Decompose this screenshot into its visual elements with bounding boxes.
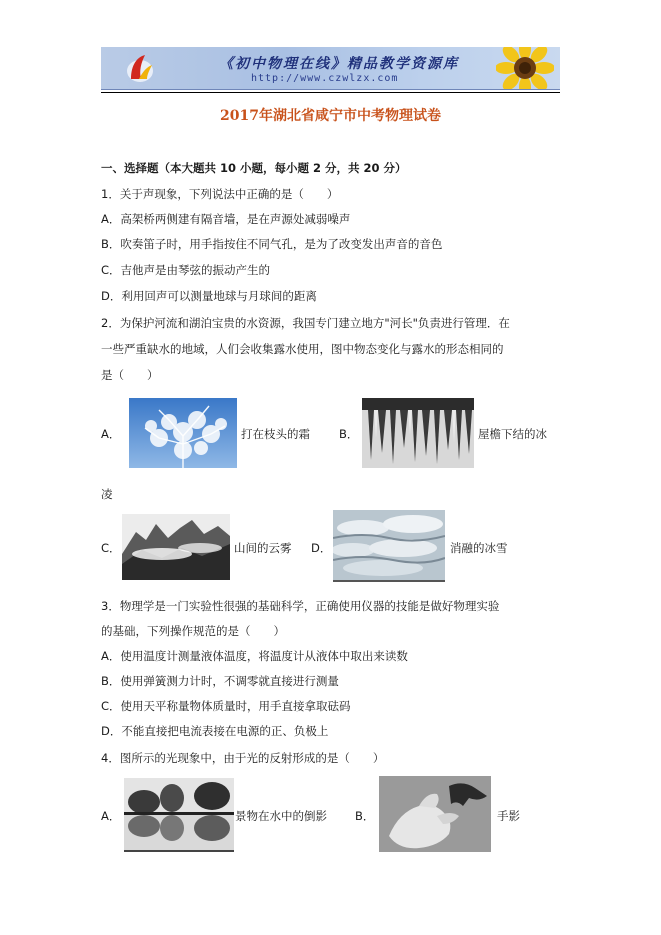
- q2-stem-line1: 2．为保护河流和湖泊宝贵的水资源，我国专门建立地方"河长"负责进行管理．在: [101, 316, 510, 330]
- reflection-image: [124, 778, 234, 852]
- q2-stem-line3: 是（ ）: [101, 368, 159, 382]
- page-title: 2017年湖北省咸宁市中考物理试卷: [220, 108, 441, 124]
- q2-option-a-label: A．: [101, 427, 121, 441]
- logo-icon: [125, 51, 155, 85]
- header-url: http://www.czwlzx.com: [251, 73, 399, 84]
- q2-option-b-text: 屋檐下结的冰: [478, 427, 547, 441]
- section-heading: 一、选择题（本大题共 10 小题，每小题 2 分，共 20 分）: [101, 161, 407, 175]
- icicles-image: [362, 398, 474, 468]
- q3-option-a: A．使用温度计测量液体温度，将温度计从液体中取出来读数: [101, 649, 408, 663]
- q3-stem-line1: 3．物理学是一门实验性很强的基础科学，正确使用仪器的技能是做好物理实验: [101, 599, 500, 613]
- q2-option-d-text: 消融的冰雪: [450, 541, 508, 555]
- q2-option-b-label: B．: [339, 427, 359, 441]
- q1-option-a: A．高架桥两侧建有隔音墙，是在声源处减弱噪声: [101, 212, 351, 226]
- q1-stem: 1．关于声现象，下列说法中正确的是（ ）: [101, 187, 339, 201]
- q3-option-d: D．不能直接把电流表接在电源的正、负极上: [101, 724, 329, 738]
- header-rule: [101, 92, 560, 93]
- header-banner: [101, 47, 560, 90]
- q1-option-b: B．吹奏笛子时，用手指按住不同气孔，是为了改变发出声音的音色: [101, 237, 443, 251]
- q2-stem-line2: 一些严重缺水的地域，人们会收集露水使用，图中物态变化与露水的形态相同的: [101, 342, 504, 356]
- q3-option-b: B．使用弹簧测力计时，不调零就直接进行测量: [101, 674, 339, 688]
- frost-image: [129, 398, 237, 468]
- q4-option-b-text: 手影: [497, 809, 520, 823]
- q1-option-d: D．利用回声可以测量地球与月球间的距离: [101, 289, 317, 303]
- q2-option-a-text: 打在枝头的霜: [241, 427, 310, 441]
- q4-option-a-label: A．: [101, 809, 121, 823]
- q4-option-a-text: 景物在水中的倒影: [235, 809, 327, 823]
- q4-stem: 4．图所示的光现象中，由于光的反射形成的是（ ）: [101, 751, 385, 765]
- q3-stem-line2: 的基础，下列操作规范的是（ ）: [101, 624, 285, 638]
- q2-option-b-text-cont: 凌: [101, 487, 113, 501]
- sunflower-icon: [496, 47, 554, 90]
- q2-option-c-label: C．: [101, 541, 121, 555]
- q2-option-c-text: 山间的云雾: [234, 541, 292, 555]
- hand-shadow-image: [379, 776, 491, 852]
- header-brand: 《初中物理在线》精品教学资源库: [219, 56, 459, 72]
- q1-option-c: C．吉他声是由琴弦的振动产生的: [101, 263, 271, 277]
- melting-snow-image: [333, 510, 445, 582]
- mountain-fog-image: [122, 514, 230, 580]
- q4-option-b-label: B．: [355, 809, 375, 823]
- q2-option-d-label: D．: [311, 541, 332, 555]
- q3-option-c: C．使用天平称量物体质量时，用手直接拿取砝码: [101, 699, 351, 713]
